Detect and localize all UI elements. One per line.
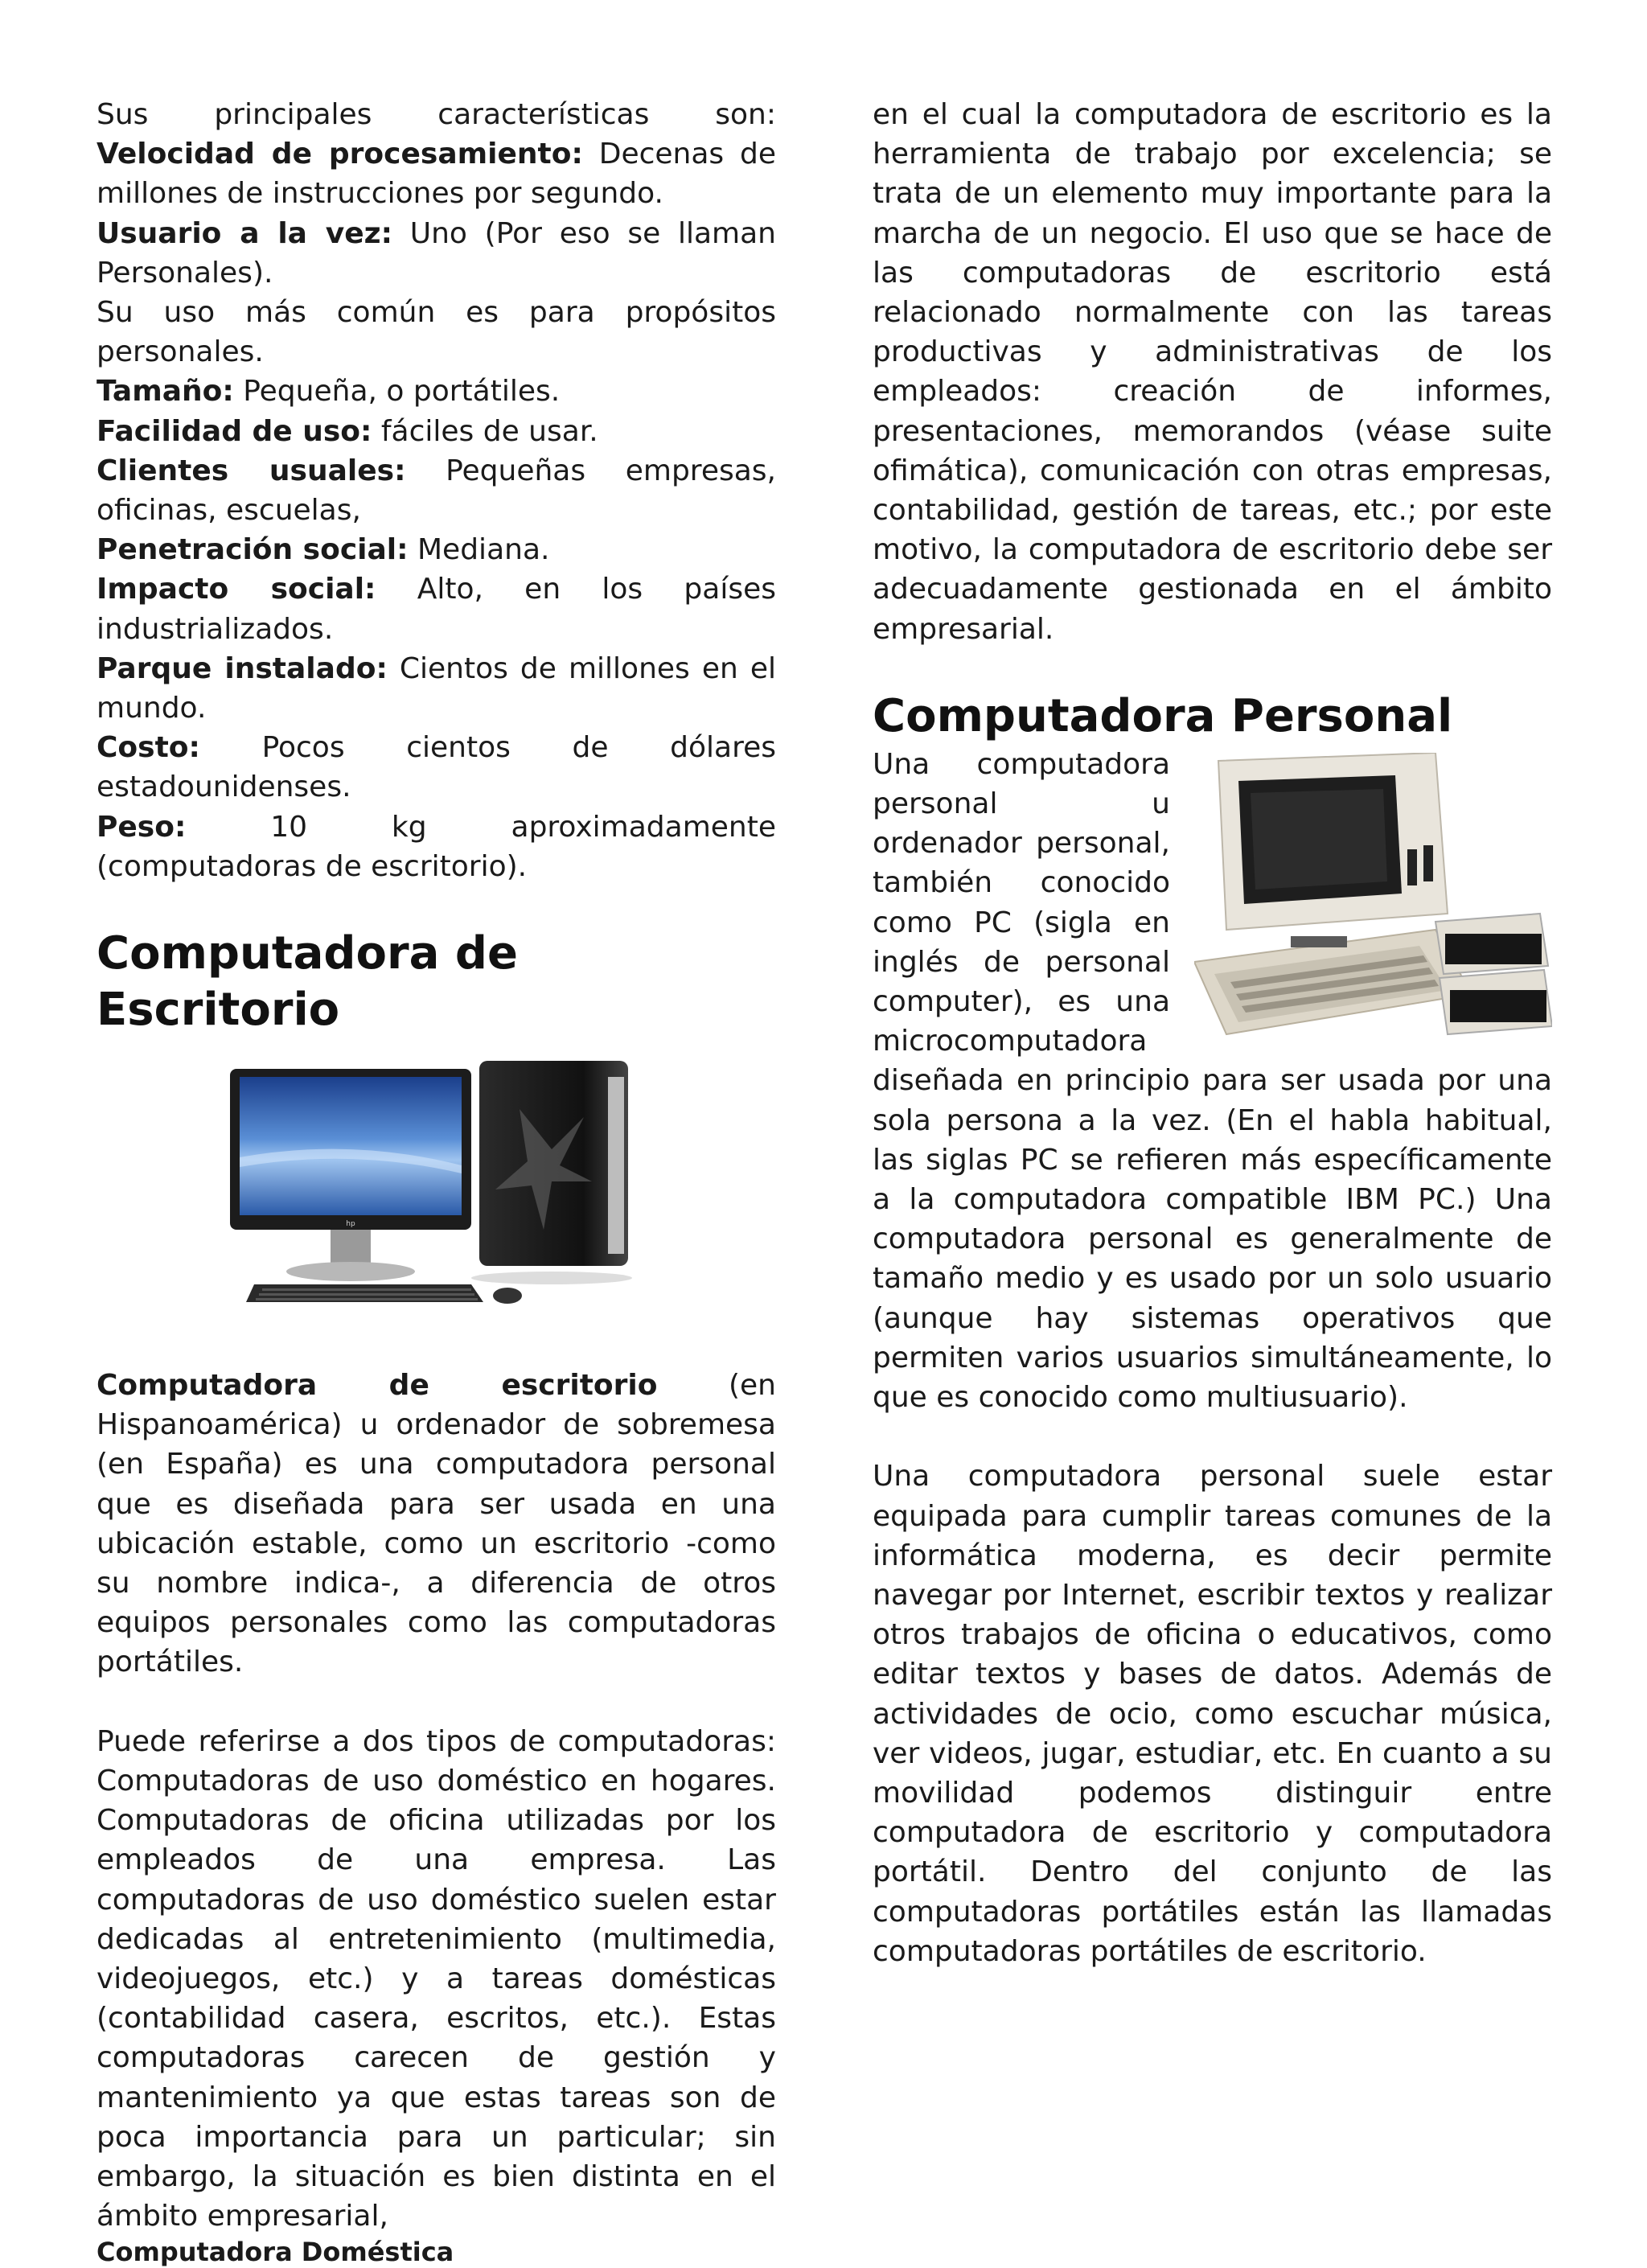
feature-value: Pequeña, o portátiles. bbox=[243, 375, 561, 409]
feature-value: Cientos de millones en el mundo. bbox=[97, 651, 776, 725]
feature-value: Decenas de millones de instrucciones por segundo. bbox=[97, 138, 776, 211]
feature-label: Costo: bbox=[97, 731, 200, 765]
tipos-paragraph: Puede referirse a dos tipos de computadoras: Computadoras de uso doméstico en hogares. Computadoras de oficina utilizadas por los empleados de una empresa. Las computadoras de uso doméstico suelen estar dedicadas al entretenimiento (multimedia, videojuegos, etc.) y a tareas domésticas (contabilidad casera, escritos, etc.). Estas computadoras carecen de gestión y mantenimiento ya que estas tareas son de poca importancia para un particular; sin embargo, la situación es bien distinta en el ámbito empresarial, bbox=[97, 1724, 776, 2233]
feature-label: Impacto social: bbox=[97, 573, 376, 606]
feature-value: Su uso más común es para propósitos personales. bbox=[97, 296, 776, 369]
feature-item bbox=[97, 412, 776, 451]
feature-label: Clientes usuales: bbox=[97, 454, 406, 487]
feature-item bbox=[97, 134, 776, 213]
feature-item bbox=[97, 372, 776, 411]
escritorio-description-text: (en Hispanoamérica) u ordenador de sobremesa (en España) es una computadora personal que es diseñada para ser usada en una ubicación estable, como un escritorio -como su nombre indica-, a diferencia de otros equipos personales como las computadoras portátiles. bbox=[97, 1369, 776, 1679]
feature-value: Pequeñas empresas, oficinas, escuelas, bbox=[97, 454, 776, 528]
section-title-escritorio: Computadora de Escritorio bbox=[97, 927, 518, 1037]
feature-label: Parque instalado: bbox=[97, 651, 388, 685]
escritorio-description bbox=[97, 1366, 776, 1683]
feature-item bbox=[97, 728, 776, 807]
feature-item bbox=[97, 530, 776, 569]
feature-item bbox=[97, 293, 776, 372]
feature-label: Tamaño: bbox=[97, 375, 234, 409]
personal-paragraph: Una computadora personal u ordenador personal, también conocido como PC (sigla en inglés de personal computer), es una microcomputadora diseñada en principio para ser usada por una sola persona a la vez. (En el habla habitual, las siglas PC se refieren más específicamente a la computadora compatible IBM PC.) Una computadora personal es generalmente de tamaño medio y es usado por un solo usuario (aunque hay sistemas operativos que permiten varios usuarios simultáneamente, lo que es conocido como multiusuario). bbox=[873, 747, 1552, 1415]
desktop-computer-image bbox=[230, 1061, 640, 1326]
feature-item bbox=[97, 451, 776, 530]
feature-value: fáciles de usar. bbox=[380, 414, 598, 448]
left-column bbox=[97, 95, 776, 2268]
right-column bbox=[873, 95, 1552, 1971]
personal-computer-image bbox=[1194, 753, 1552, 1050]
feature-value: Pocos cientos de dólares estadounidenses. bbox=[97, 731, 776, 804]
feature-label: Facilidad de uso: bbox=[97, 414, 372, 448]
monitor-brand: hp bbox=[346, 1220, 355, 1229]
features-list bbox=[97, 134, 776, 886]
feature-value: Alto, en los países industrializados. bbox=[97, 573, 776, 646]
feature-label: Usuario a la vez: bbox=[97, 216, 393, 250]
feature-item bbox=[97, 649, 776, 728]
feature-value: 10 kg aproximadamente (computadoras de escritorio). bbox=[97, 810, 776, 883]
section-title-personal: Computadora Personal bbox=[873, 689, 1453, 742]
image-caption: Computadora Doméstica bbox=[97, 2237, 454, 2268]
empresarial-paragraph: en el cual la computadora de escritorio es la herramienta de trabajo por excelencia; se trata de un elemento muy importante para la marcha de un negocio. El uso que se hace de las computadoras de escritorio está relacionado normalmente con las tareas productivas y administrativas de los empleados: creación de informes, presentaciones, memorandos (véase suite ofimática), comunicación con otras empresas, contabilidad, gestión de tareas, etc.; por este motivo, la computadora de escritorio debe ser adecuadamente gestionada en el ámbito empresarial. bbox=[873, 98, 1552, 646]
feature-label: Peso: bbox=[97, 810, 187, 844]
feature-label: Velocidad de procesamiento: bbox=[97, 138, 583, 171]
equipada-paragraph: Una computadora personal suele estar equipada para cumplir tareas comunes de la informática moderna, es decir permite navegar por Internet, escribir textos y realizar otros trabajos de oficina o educativos, como editar textos y bases de datos. Además de actividades de ocio, como escuchar música, ver videos, jugar, estudiar, etc. En cuanto a su movilidad podemos distinguir entre computadora de escritorio y computadora portátil. Dentro del conjunto de las computadoras portátiles están las llamadas computadoras portátiles de escritorio. bbox=[873, 1460, 1552, 1968]
feature-label: Penetración social: bbox=[97, 533, 409, 567]
features-intro: Sus principales características son: bbox=[97, 98, 776, 131]
feature-item bbox=[97, 807, 776, 886]
feature-item bbox=[97, 214, 776, 293]
escritorio-term: Computadora de escritorio bbox=[97, 1369, 658, 1403]
feature-item bbox=[97, 569, 776, 648]
feature-value: Mediana. bbox=[417, 533, 550, 567]
feature-value: Uno (Por eso se llaman Personales). bbox=[97, 216, 776, 290]
